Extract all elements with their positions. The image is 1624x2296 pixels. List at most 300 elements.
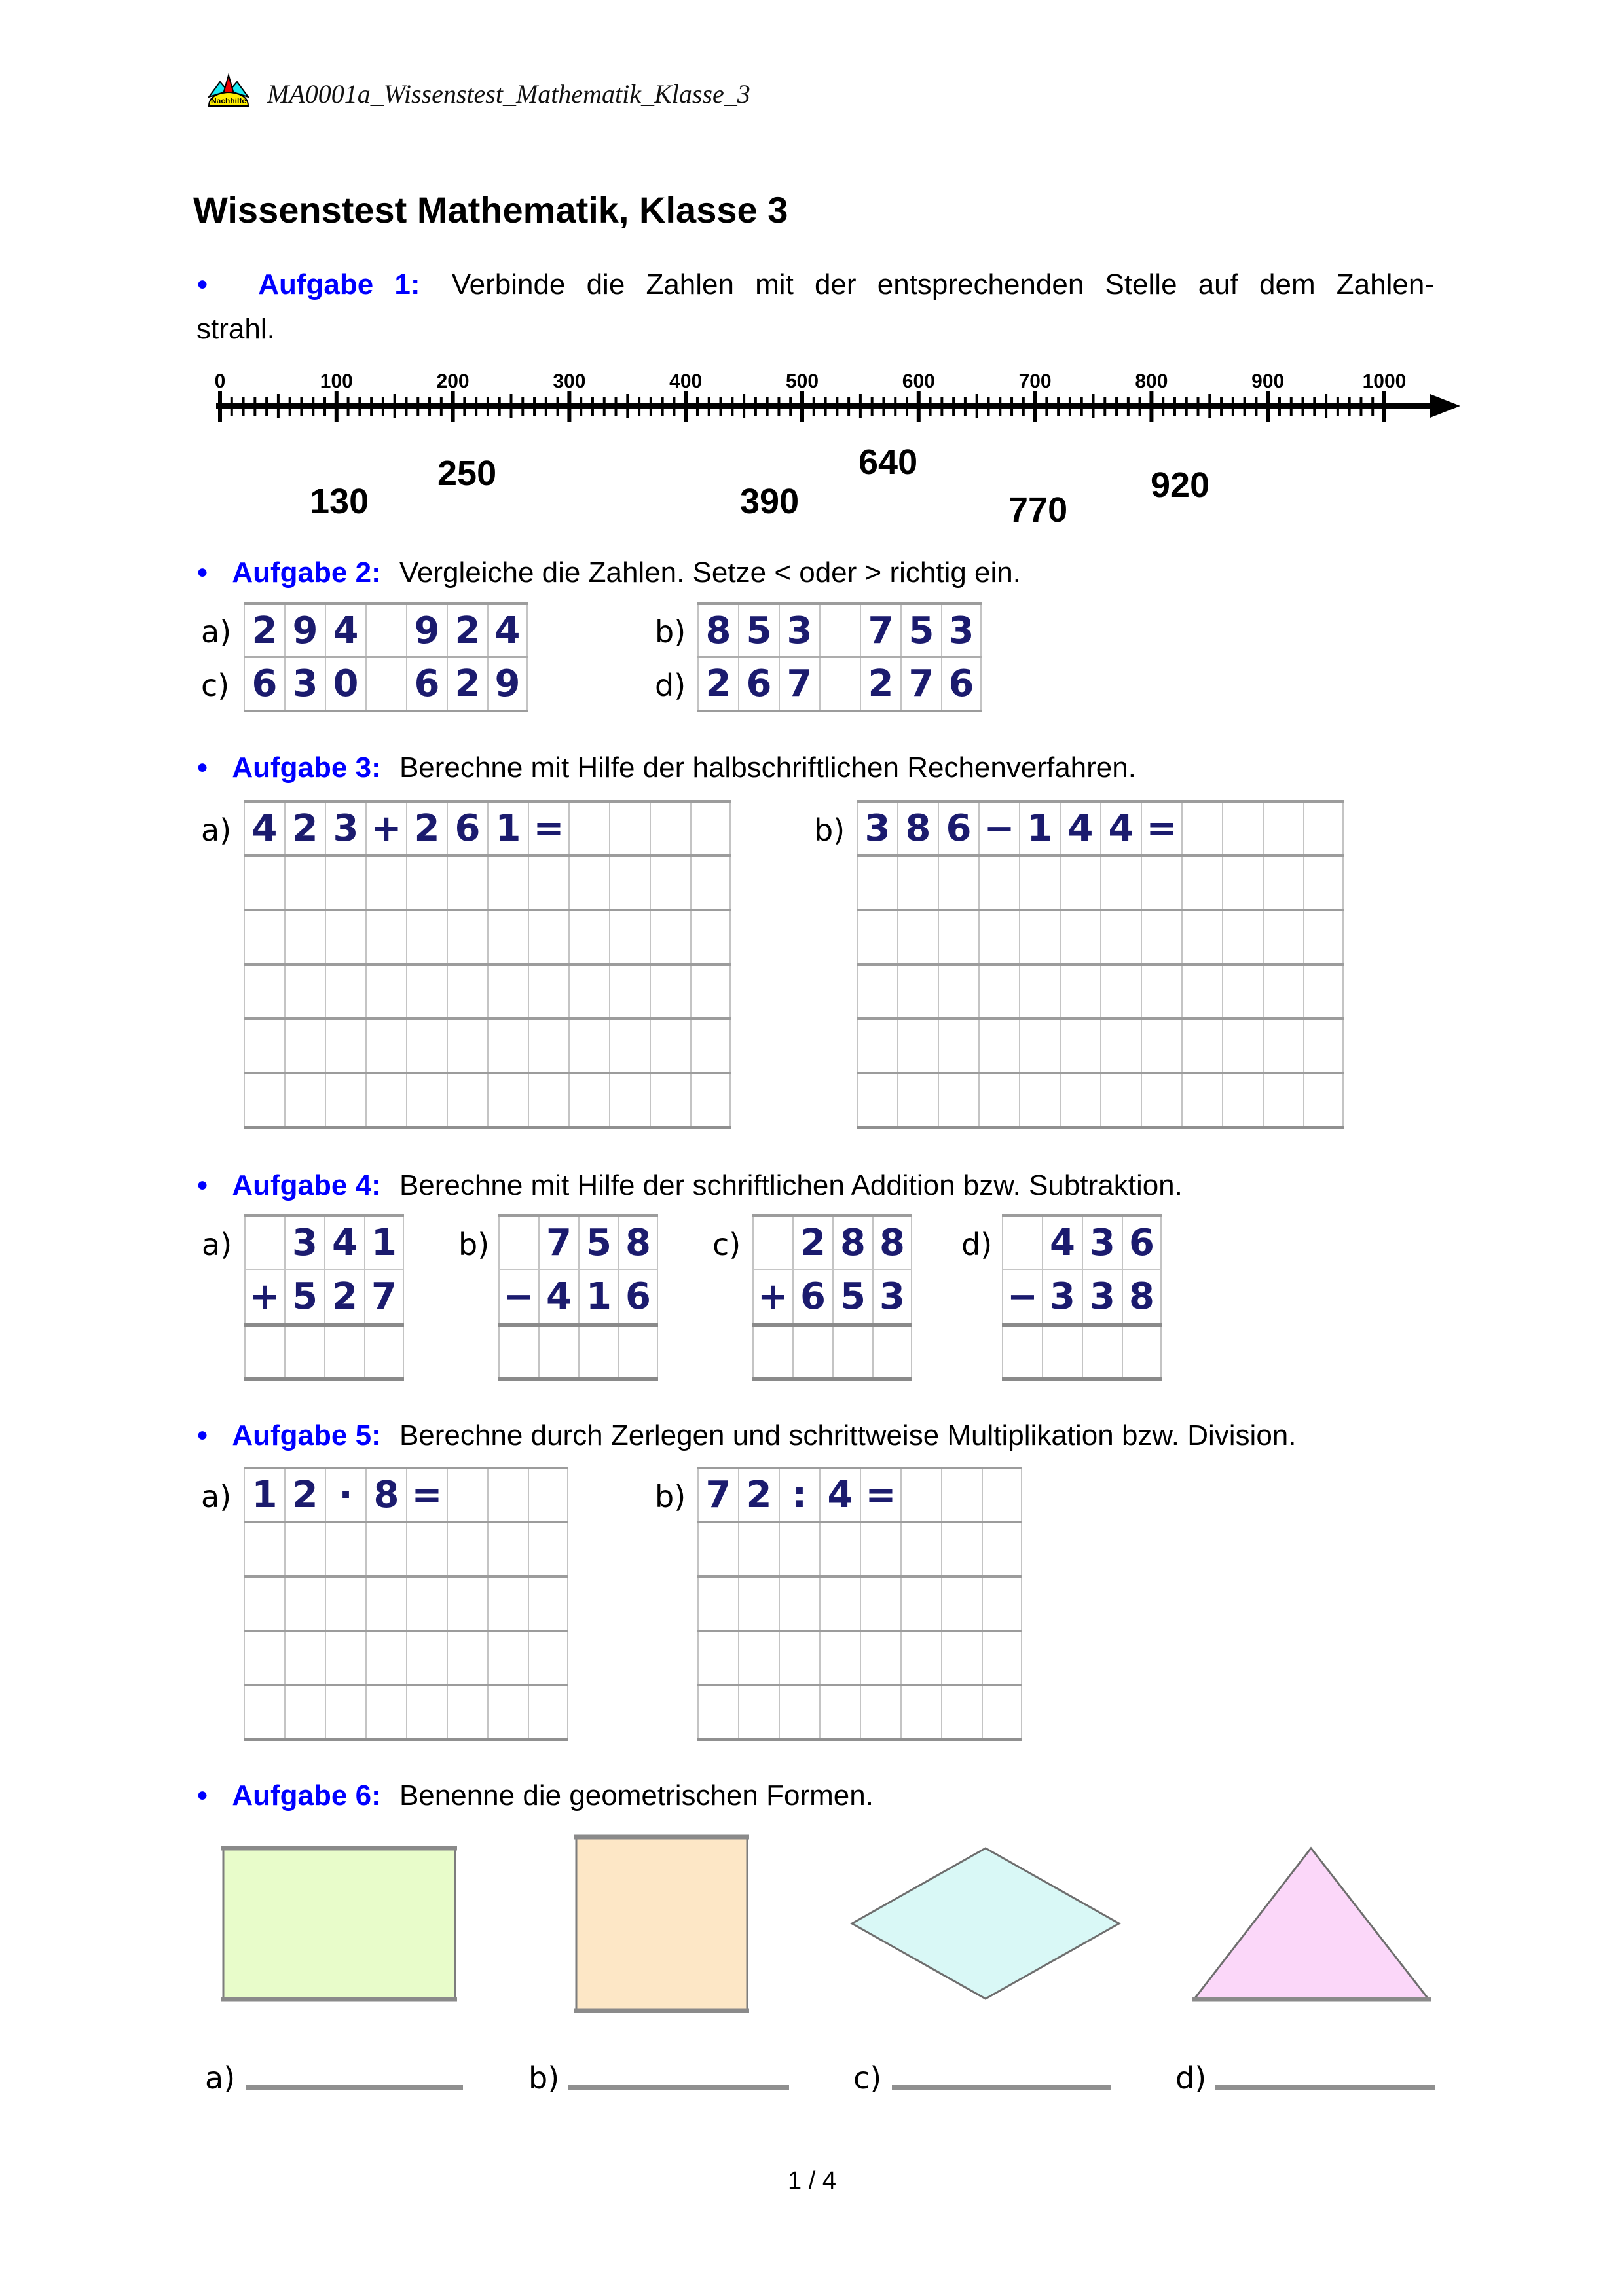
answer-cell[interactable] bbox=[982, 1578, 1022, 1630]
answer-cell[interactable] bbox=[938, 1020, 978, 1072]
answer-cell[interactable] bbox=[1019, 1020, 1060, 1072]
answer-cell[interactable] bbox=[244, 1523, 284, 1575]
answer-cell[interactable] bbox=[447, 1020, 487, 1072]
scatter-number-390[interactable]: 390 bbox=[740, 482, 800, 521]
minor-tick bbox=[1045, 397, 1048, 416]
answer-cell[interactable] bbox=[447, 1523, 487, 1575]
answer-cell[interactable] bbox=[365, 911, 406, 963]
answer-cell[interactable] bbox=[406, 1523, 447, 1575]
answer-cell[interactable] bbox=[1303, 857, 1344, 909]
item-letter: a) bbox=[201, 812, 232, 848]
minor-tick bbox=[1359, 397, 1362, 416]
answer-cell[interactable] bbox=[568, 911, 609, 963]
answer-cell[interactable] bbox=[244, 1217, 284, 1269]
task6-heading bbox=[196, 1779, 874, 1812]
answer-cell[interactable] bbox=[819, 1686, 860, 1738]
answer-cell[interactable] bbox=[897, 966, 938, 1017]
answer-cell[interactable] bbox=[900, 1632, 941, 1684]
digit-cell: 7 bbox=[779, 658, 819, 710]
tick-label: 800 bbox=[1135, 371, 1168, 392]
answer-cell[interactable] bbox=[857, 1020, 897, 1072]
answer-cell[interactable] bbox=[819, 1578, 860, 1630]
answer-cell[interactable] bbox=[528, 911, 568, 963]
answer-cell[interactable] bbox=[325, 1686, 365, 1738]
answer-cell[interactable] bbox=[447, 1074, 487, 1126]
answer-cell[interactable] bbox=[738, 1632, 779, 1684]
answer-cell[interactable] bbox=[1303, 966, 1344, 1017]
answer-cell[interactable] bbox=[528, 1632, 568, 1684]
answer-cell[interactable] bbox=[819, 1523, 860, 1575]
answer-cell[interactable] bbox=[650, 1074, 690, 1126]
answer-cell[interactable] bbox=[978, 857, 1019, 909]
answer-cell[interactable] bbox=[1060, 1020, 1100, 1072]
answer-cell[interactable] bbox=[697, 1523, 738, 1575]
task4-grid-d bbox=[1002, 1214, 1162, 1381]
answer-cell[interactable] bbox=[244, 966, 284, 1017]
tick-label: 500 bbox=[785, 371, 819, 392]
grid-row bbox=[244, 1017, 731, 1072]
answer-cell[interactable] bbox=[244, 1632, 284, 1684]
answer-cell[interactable] bbox=[609, 857, 650, 909]
answer-cell[interactable] bbox=[365, 1578, 406, 1630]
digit-cell: = bbox=[1141, 803, 1181, 854]
task5-grid-b bbox=[697, 1467, 1022, 1741]
answer-cell[interactable] bbox=[406, 1686, 447, 1738]
answer-cell[interactable] bbox=[1019, 911, 1060, 963]
answer-cell[interactable] bbox=[690, 911, 731, 963]
digit-cell: 8 bbox=[897, 803, 938, 854]
answer-cell[interactable] bbox=[487, 1020, 528, 1072]
answer-cell[interactable] bbox=[897, 1074, 938, 1126]
answer-cell[interactable] bbox=[1141, 857, 1181, 909]
answer-cell[interactable] bbox=[697, 1632, 738, 1684]
answer-cell[interactable] bbox=[447, 1578, 487, 1630]
answer-cell[interactable] bbox=[365, 966, 406, 1017]
digit-cell: 2 bbox=[447, 605, 487, 656]
shape-rhombus bbox=[852, 1848, 1119, 1999]
answer-cell[interactable] bbox=[447, 1469, 487, 1521]
answer-blank-line[interactable] bbox=[1215, 2085, 1435, 2090]
answer-cell[interactable] bbox=[406, 857, 447, 909]
scatter-number-770[interactable]: 770 bbox=[1008, 490, 1068, 530]
answer-cell[interactable] bbox=[406, 1074, 447, 1126]
answer-cell[interactable] bbox=[1303, 911, 1344, 963]
answer-cell[interactable] bbox=[1082, 1327, 1122, 1377]
answer-cell[interactable] bbox=[1019, 966, 1060, 1017]
answer-cell[interactable] bbox=[325, 1632, 365, 1684]
answer-cell[interactable] bbox=[900, 1578, 941, 1630]
item-letter: b) bbox=[458, 1226, 490, 1262]
digit-cell: 2 bbox=[792, 1217, 832, 1269]
shape-triangle bbox=[1194, 1848, 1428, 1999]
answer-cell[interactable] bbox=[832, 1327, 872, 1377]
answer-cell[interactable] bbox=[406, 1578, 447, 1630]
answer-cell[interactable] bbox=[1303, 803, 1344, 854]
answer-cell[interactable] bbox=[982, 1469, 1022, 1521]
answer-cell[interactable] bbox=[487, 911, 528, 963]
page-number: 1 / 4 bbox=[788, 2167, 836, 2195]
answer-blank-line[interactable] bbox=[568, 2085, 789, 2090]
number-line bbox=[196, 364, 1473, 450]
answer-cell[interactable] bbox=[860, 1686, 900, 1738]
minor-tick bbox=[743, 394, 745, 418]
answer-cell[interactable] bbox=[406, 966, 447, 1017]
answer-cell[interactable] bbox=[365, 1523, 406, 1575]
minor-tick bbox=[253, 397, 256, 416]
answer-letter: c) bbox=[853, 2060, 882, 2096]
answer-cell[interactable] bbox=[941, 1578, 982, 1630]
answer-cell[interactable] bbox=[819, 658, 860, 710]
task6-label: Aufgabe 6: bbox=[232, 1779, 381, 1812]
grid-row bbox=[857, 963, 1344, 1017]
answer-cell[interactable] bbox=[978, 911, 1019, 963]
answer-cell[interactable] bbox=[1100, 1020, 1141, 1072]
minor-tick bbox=[859, 394, 862, 418]
minor-tick bbox=[1244, 397, 1246, 416]
answer-cell[interactable] bbox=[284, 1020, 325, 1072]
answer-cell[interactable] bbox=[447, 1686, 487, 1738]
answer-cell[interactable] bbox=[365, 1074, 406, 1126]
digit-cell: 3 bbox=[857, 803, 897, 854]
minor-tick bbox=[394, 394, 396, 418]
answer-cell[interactable] bbox=[406, 911, 447, 963]
answer-cell[interactable] bbox=[487, 1686, 528, 1738]
answer-cell[interactable] bbox=[528, 1523, 568, 1575]
answer-cell[interactable] bbox=[406, 1632, 447, 1684]
task5-grid-a bbox=[244, 1467, 568, 1741]
answer-cell[interactable] bbox=[697, 1578, 738, 1630]
digit-cell: 4 bbox=[244, 803, 284, 854]
answer-cell[interactable] bbox=[941, 1686, 982, 1738]
scatter-number-130[interactable]: 130 bbox=[310, 482, 369, 521]
answer-cell[interactable] bbox=[1181, 966, 1222, 1017]
answer-cell[interactable] bbox=[1263, 966, 1303, 1017]
answer-blank-line[interactable] bbox=[892, 2085, 1111, 2090]
answer-cell[interactable] bbox=[650, 966, 690, 1017]
digit-cell: 6 bbox=[941, 658, 982, 710]
minor-tick bbox=[871, 397, 874, 416]
major-tick bbox=[567, 391, 571, 422]
minor-tick bbox=[405, 397, 407, 416]
answer-cell[interactable] bbox=[690, 857, 731, 909]
answer-cell[interactable] bbox=[528, 857, 568, 909]
minor-tick bbox=[300, 397, 303, 416]
digit-cell: 8 bbox=[365, 1469, 406, 1521]
answer-cell[interactable] bbox=[1222, 803, 1263, 854]
answer-cell[interactable] bbox=[860, 1523, 900, 1575]
answer-cell[interactable] bbox=[284, 1578, 325, 1630]
answer-cell[interactable] bbox=[325, 911, 365, 963]
answer-cell[interactable] bbox=[447, 857, 487, 909]
answer-cell[interactable] bbox=[1222, 1074, 1263, 1126]
answer-cell[interactable] bbox=[1141, 1020, 1181, 1072]
answer-cell[interactable] bbox=[498, 1217, 538, 1269]
grid-row bbox=[244, 1467, 568, 1521]
answer-cell[interactable] bbox=[284, 1523, 325, 1575]
answer-cell[interactable] bbox=[406, 1020, 447, 1072]
answer-cell[interactable] bbox=[872, 1327, 912, 1377]
answer-cell[interactable] bbox=[568, 1020, 609, 1072]
answer-cell[interactable] bbox=[609, 1074, 650, 1126]
answer-cell[interactable] bbox=[1060, 1074, 1100, 1126]
answer-cell[interactable] bbox=[897, 857, 938, 909]
answer-cell[interactable] bbox=[568, 803, 609, 854]
answer-cell[interactable] bbox=[941, 1469, 982, 1521]
task2-heading bbox=[196, 556, 1021, 589]
answer-cell[interactable] bbox=[1181, 803, 1222, 854]
answer-cell[interactable] bbox=[325, 1523, 365, 1575]
answer-cell[interactable] bbox=[938, 966, 978, 1017]
answer-cell[interactable] bbox=[244, 1578, 284, 1630]
digit-cell: − bbox=[498, 1270, 538, 1323]
answer-cell[interactable] bbox=[284, 966, 325, 1017]
answer-cell[interactable] bbox=[1263, 803, 1303, 854]
answer-cell[interactable] bbox=[1100, 1074, 1141, 1126]
answer-cell[interactable] bbox=[487, 1632, 528, 1684]
answer-cell[interactable] bbox=[752, 1217, 792, 1269]
digit-cell: 4 bbox=[1100, 803, 1141, 854]
answer-cell[interactable] bbox=[1122, 1327, 1162, 1377]
answer-cell[interactable] bbox=[487, 1578, 528, 1630]
task4-text: Berechne mit Hilfe der schriftlichen Addition bzw. Subtraktion. bbox=[399, 1169, 1183, 1201]
answer-cell[interactable] bbox=[982, 1632, 1022, 1684]
answer-cell[interactable] bbox=[325, 966, 365, 1017]
answer-cell[interactable] bbox=[568, 966, 609, 1017]
scatter-number-920[interactable]: 920 bbox=[1151, 465, 1210, 505]
grid-row bbox=[1002, 1323, 1162, 1377]
answer-cell[interactable] bbox=[897, 1020, 938, 1072]
answer-cell[interactable] bbox=[1303, 1020, 1344, 1072]
answer-cell[interactable] bbox=[650, 1020, 690, 1072]
grid-row bbox=[498, 1269, 658, 1323]
answer-cell[interactable] bbox=[860, 1578, 900, 1630]
minor-tick bbox=[1232, 397, 1234, 416]
digit-cell: 3 bbox=[872, 1270, 912, 1323]
answer-cell[interactable] bbox=[690, 803, 731, 854]
answer-cell[interactable] bbox=[447, 911, 487, 963]
answer-cell[interactable] bbox=[244, 1686, 284, 1738]
answer-cell[interactable] bbox=[857, 911, 897, 963]
answer-cell[interactable] bbox=[1263, 911, 1303, 963]
answer-cell[interactable] bbox=[447, 1632, 487, 1684]
answer-cell[interactable] bbox=[325, 1020, 365, 1072]
answer-cell[interactable] bbox=[697, 1686, 738, 1738]
item-letter: b) bbox=[814, 812, 845, 848]
answer-cell[interactable] bbox=[244, 857, 284, 909]
answer-cell[interactable] bbox=[978, 966, 1019, 1017]
grid-row bbox=[244, 1072, 731, 1126]
answer-cell[interactable] bbox=[284, 1686, 325, 1738]
answer-cell[interactable] bbox=[650, 857, 690, 909]
answer-cell[interactable] bbox=[738, 1523, 779, 1575]
answer-cell[interactable] bbox=[1060, 966, 1100, 1017]
answer-cell[interactable] bbox=[1181, 911, 1222, 963]
answer-cell[interactable] bbox=[779, 1632, 819, 1684]
minor-tick bbox=[231, 397, 233, 416]
answer-cell[interactable] bbox=[609, 966, 650, 1017]
answer-cell[interactable] bbox=[365, 857, 406, 909]
answer-cell[interactable] bbox=[938, 911, 978, 963]
answer-cell[interactable] bbox=[650, 803, 690, 854]
answer-cell[interactable] bbox=[244, 911, 284, 963]
answer-cell[interactable] bbox=[609, 1020, 650, 1072]
answer-cell[interactable] bbox=[528, 966, 568, 1017]
answer-cell[interactable] bbox=[860, 1632, 900, 1684]
answer-cell[interactable] bbox=[792, 1327, 832, 1377]
digit-cell: = bbox=[406, 1469, 447, 1521]
answer-cell[interactable] bbox=[650, 911, 690, 963]
minor-tick bbox=[533, 397, 536, 416]
task3-label: Aufgabe 3: bbox=[232, 752, 381, 784]
answer-cell[interactable] bbox=[365, 658, 406, 710]
answer-cell[interactable] bbox=[487, 1469, 528, 1521]
answer-cell[interactable] bbox=[1100, 966, 1141, 1017]
answer-cell[interactable] bbox=[1042, 1327, 1082, 1377]
minor-tick bbox=[545, 397, 547, 416]
answer-cell[interactable] bbox=[1263, 857, 1303, 909]
answer-cell[interactable] bbox=[779, 1578, 819, 1630]
answer-cell[interactable] bbox=[857, 1074, 897, 1126]
digit-cell: 6 bbox=[1122, 1217, 1162, 1269]
answer-cell[interactable] bbox=[528, 1020, 568, 1072]
answer-cell[interactable] bbox=[900, 1523, 941, 1575]
answer-cell[interactable] bbox=[1141, 911, 1181, 963]
answer-cell[interactable] bbox=[1222, 911, 1263, 963]
answer-cell[interactable] bbox=[941, 1523, 982, 1575]
answer-cell[interactable] bbox=[1181, 857, 1222, 909]
answer-cell[interactable] bbox=[982, 1686, 1022, 1738]
answer-cell[interactable] bbox=[284, 1074, 325, 1126]
answer-cell[interactable] bbox=[325, 1074, 365, 1126]
answer-cell[interactable] bbox=[900, 1469, 941, 1521]
answer-cell[interactable] bbox=[738, 1686, 779, 1738]
answer-cell[interactable] bbox=[978, 1074, 1019, 1126]
answer-cell[interactable] bbox=[528, 1578, 568, 1630]
answer-cell[interactable] bbox=[1222, 1020, 1263, 1072]
answer-cell[interactable] bbox=[487, 966, 528, 1017]
answer-cell[interactable] bbox=[690, 1020, 731, 1072]
answer-cell[interactable] bbox=[938, 857, 978, 909]
answer-blank-line[interactable] bbox=[246, 2085, 463, 2090]
answer-cell[interactable] bbox=[568, 857, 609, 909]
answer-cell[interactable] bbox=[568, 1074, 609, 1126]
minor-tick bbox=[1069, 397, 1071, 416]
answer-cell[interactable] bbox=[1100, 911, 1141, 963]
answer-cell[interactable] bbox=[857, 966, 897, 1017]
answer-cell[interactable] bbox=[284, 857, 325, 909]
answer-cell[interactable] bbox=[528, 1469, 568, 1521]
answer-cell[interactable] bbox=[982, 1523, 1022, 1575]
answer-cell[interactable] bbox=[938, 1074, 978, 1126]
answer-cell[interactable] bbox=[578, 1327, 618, 1377]
answer-cell[interactable] bbox=[1222, 857, 1263, 909]
answer-cell[interactable] bbox=[900, 1686, 941, 1738]
answer-cell[interactable] bbox=[498, 1327, 538, 1377]
answer-cell[interactable] bbox=[244, 1074, 284, 1126]
answer-cell[interactable] bbox=[819, 605, 860, 656]
answer-cell[interactable] bbox=[1002, 1217, 1042, 1269]
answer-cell[interactable] bbox=[941, 1632, 982, 1684]
answer-cell[interactable] bbox=[978, 1020, 1019, 1072]
answer-cell[interactable] bbox=[1181, 1074, 1222, 1126]
answer-cell[interactable] bbox=[857, 857, 897, 909]
answer-cell[interactable] bbox=[1141, 966, 1181, 1017]
answer-cell[interactable] bbox=[528, 1686, 568, 1738]
answer-cell[interactable] bbox=[1263, 1074, 1303, 1126]
answer-cell[interactable] bbox=[1141, 1074, 1181, 1126]
grid-row bbox=[697, 1575, 1022, 1630]
answer-cell[interactable] bbox=[897, 911, 938, 963]
answer-cell[interactable] bbox=[284, 1632, 325, 1684]
task4-grid-a bbox=[244, 1214, 404, 1381]
answer-cell[interactable] bbox=[779, 1686, 819, 1738]
answer-cell[interactable] bbox=[1019, 1074, 1060, 1126]
answer-cell[interactable] bbox=[244, 1327, 284, 1377]
minor-tick bbox=[323, 397, 326, 416]
answer-cell[interactable] bbox=[1263, 1020, 1303, 1072]
answer-cell[interactable] bbox=[284, 1327, 324, 1377]
answer-cell[interactable] bbox=[538, 1327, 578, 1377]
answer-cell[interactable] bbox=[618, 1327, 658, 1377]
answer-cell[interactable] bbox=[1019, 857, 1060, 909]
answer-cell[interactable] bbox=[244, 1020, 284, 1072]
answer-cell[interactable] bbox=[690, 966, 731, 1017]
answer-cell[interactable] bbox=[284, 911, 325, 963]
answer-cell[interactable] bbox=[609, 911, 650, 963]
answer-cell[interactable] bbox=[1060, 911, 1100, 963]
scatter-number-250[interactable]: 250 bbox=[437, 454, 497, 493]
answer-cell[interactable] bbox=[1100, 857, 1141, 909]
answer-cell[interactable] bbox=[528, 1074, 568, 1126]
answer-cell[interactable] bbox=[324, 1327, 364, 1377]
logo-text: Nachhilfe bbox=[210, 96, 247, 105]
minor-tick bbox=[591, 397, 594, 416]
answer-cell[interactable] bbox=[447, 966, 487, 1017]
minor-tick bbox=[882, 397, 885, 416]
minor-tick bbox=[1139, 397, 1141, 416]
answer-cell[interactable] bbox=[690, 1074, 731, 1126]
answer-cell[interactable] bbox=[365, 1020, 406, 1072]
answer-cell[interactable] bbox=[365, 1632, 406, 1684]
answer-cell[interactable] bbox=[752, 1327, 792, 1377]
minor-tick bbox=[731, 397, 733, 416]
answer-cell[interactable] bbox=[365, 1686, 406, 1738]
answer-cell[interactable] bbox=[487, 857, 528, 909]
answer-cell[interactable] bbox=[1303, 1074, 1344, 1126]
answer-cell[interactable] bbox=[738, 1578, 779, 1630]
task4-grid-c bbox=[752, 1214, 912, 1381]
grid-row bbox=[244, 1269, 404, 1323]
answer-cell[interactable] bbox=[325, 1578, 365, 1630]
answer-cell[interactable] bbox=[1002, 1327, 1042, 1377]
answer-cell[interactable] bbox=[1060, 857, 1100, 909]
answer-cell[interactable] bbox=[609, 803, 650, 854]
answer-cell[interactable] bbox=[819, 1632, 860, 1684]
answer-cell[interactable] bbox=[779, 1523, 819, 1575]
grid-row bbox=[244, 1521, 568, 1575]
answer-cell[interactable] bbox=[325, 857, 365, 909]
answer-cell[interactable] bbox=[1181, 1020, 1222, 1072]
task4-heading bbox=[196, 1169, 1183, 1202]
answer-cell[interactable] bbox=[487, 1074, 528, 1126]
answer-cell[interactable] bbox=[487, 1523, 528, 1575]
answer-cell[interactable] bbox=[364, 1327, 404, 1377]
answer-cell[interactable] bbox=[1222, 966, 1263, 1017]
scatter-number-640[interactable]: 640 bbox=[858, 443, 918, 482]
answer-cell[interactable] bbox=[365, 605, 406, 656]
digit-cell: 8 bbox=[832, 1217, 872, 1269]
digit-cell: 4 bbox=[819, 1469, 860, 1521]
